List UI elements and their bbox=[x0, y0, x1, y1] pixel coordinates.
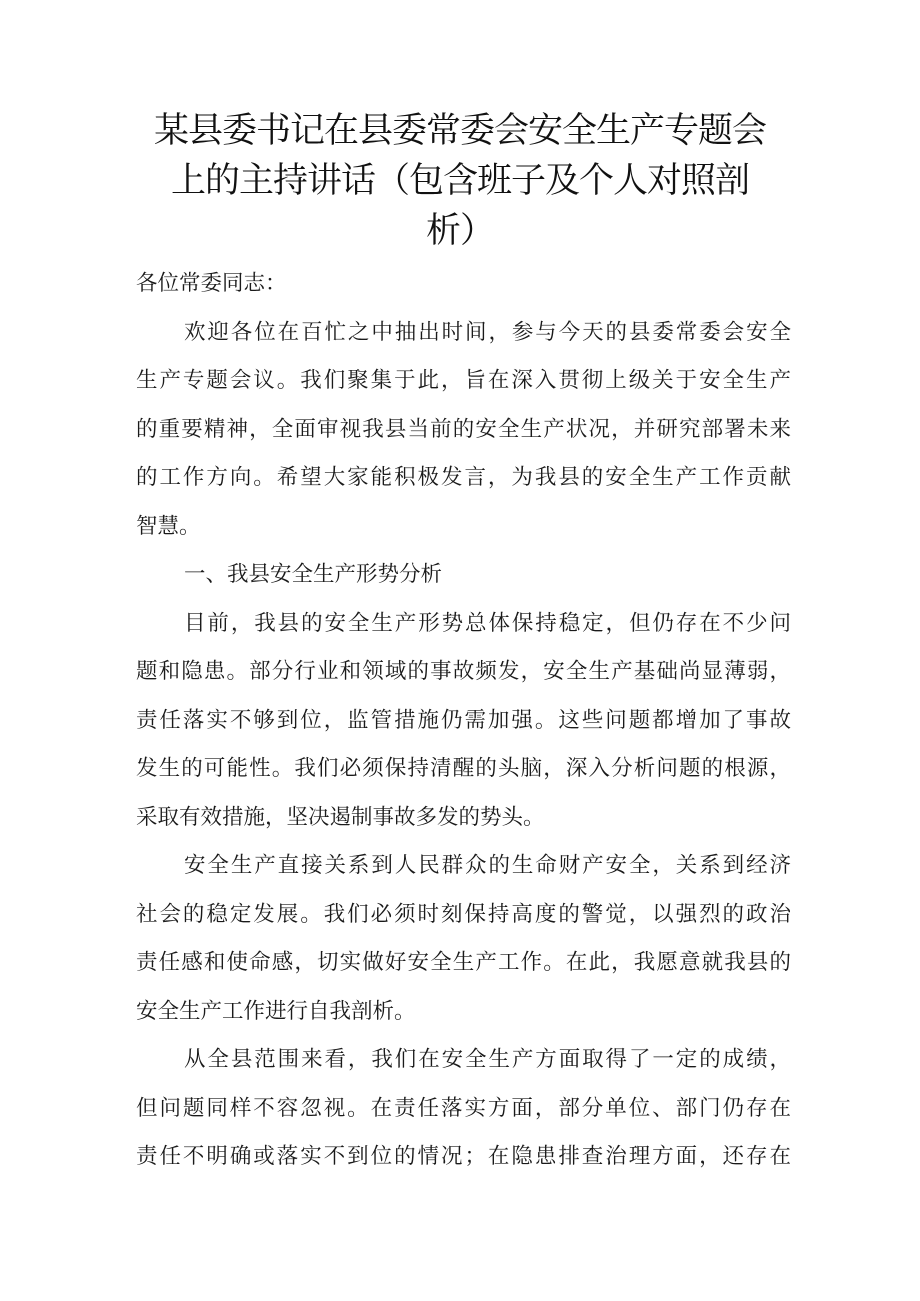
title-line: 某县委书记在县委常委会安全生产专题会 bbox=[153, 111, 766, 151]
title-line: 析） bbox=[425, 211, 494, 251]
paragraph-line: 采取有效措施，坚决遏制事故多发的势头。 bbox=[136, 804, 545, 830]
section-heading bbox=[136, 551, 791, 600]
section-heading-text: 一、我县安全生产形势分析 bbox=[184, 562, 443, 587]
paragraph-line: 生产专题会议。我们聚集于此，旨在深入贯彻上级关于安全生产 bbox=[136, 368, 791, 393]
paragraph-line: 目前，我县的安全生产形势总体保持稳定，但仍存在不少问 bbox=[184, 610, 791, 636]
paragraph-line: 安全生产直接关系到人民群众的生命财产安全，关系到经济 bbox=[184, 853, 791, 878]
paragraph-line: 社会的稳定发展。我们必须时刻保持高度的警觉，以强烈的政治 bbox=[136, 901, 791, 927]
paragraph-line: 从全县范围来看，我们在安全生产方面取得了一定的成绩， bbox=[184, 1047, 791, 1072]
paragraph-line: 题和隐患。部分行业和领域的事故频发，安全生产基础尚显薄弱， bbox=[136, 659, 791, 684]
paragraph-line: 智慧。 bbox=[136, 513, 201, 539]
title-line: 上的主持讲话（包含班子及个人对照剖 bbox=[170, 161, 749, 201]
paragraph-line: 的工作方向。希望大家能积极发言，为我县的安全生产工作贡献 bbox=[136, 465, 791, 490]
paragraph-line: 但问题同样不容忽视。在责任落实方面，部分单位、部门仍存在 bbox=[136, 1095, 791, 1121]
paragraph-line: 欢迎各位在百忙之中抽出时间，参与今天的县委常委会安全 bbox=[184, 319, 791, 345]
paragraph-county-review bbox=[136, 1036, 791, 1182]
paragraph-line: 责任落实不够到位，监管措施仍需加强。这些问题都增加了事故 bbox=[136, 707, 791, 733]
paragraph-line: 安全生产工作进行自我剖析。 bbox=[136, 998, 416, 1024]
document-title bbox=[120, 106, 800, 256]
document-body bbox=[136, 260, 791, 1182]
paragraph-importance bbox=[136, 842, 791, 1036]
paragraph-welcome bbox=[136, 309, 791, 552]
paragraph-situation bbox=[136, 600, 791, 843]
paragraph-line: 的重要精神，全面审视我县当前的安全生产状况，并研究部署未来 bbox=[136, 416, 791, 442]
paragraph-line: 责任感和使命感，切实做好安全生产工作。在此，我愿意就我县的 bbox=[136, 950, 791, 975]
salutation: 各位常委同志： bbox=[136, 271, 287, 296]
paragraph-line: 责任不明确或落实不到位的情况；在隐患排查治理方面，还存在 bbox=[136, 1144, 791, 1169]
paragraph-line: 发生的可能性。我们必须保持清醒的头脑，深入分析问题的根源， bbox=[136, 756, 791, 781]
